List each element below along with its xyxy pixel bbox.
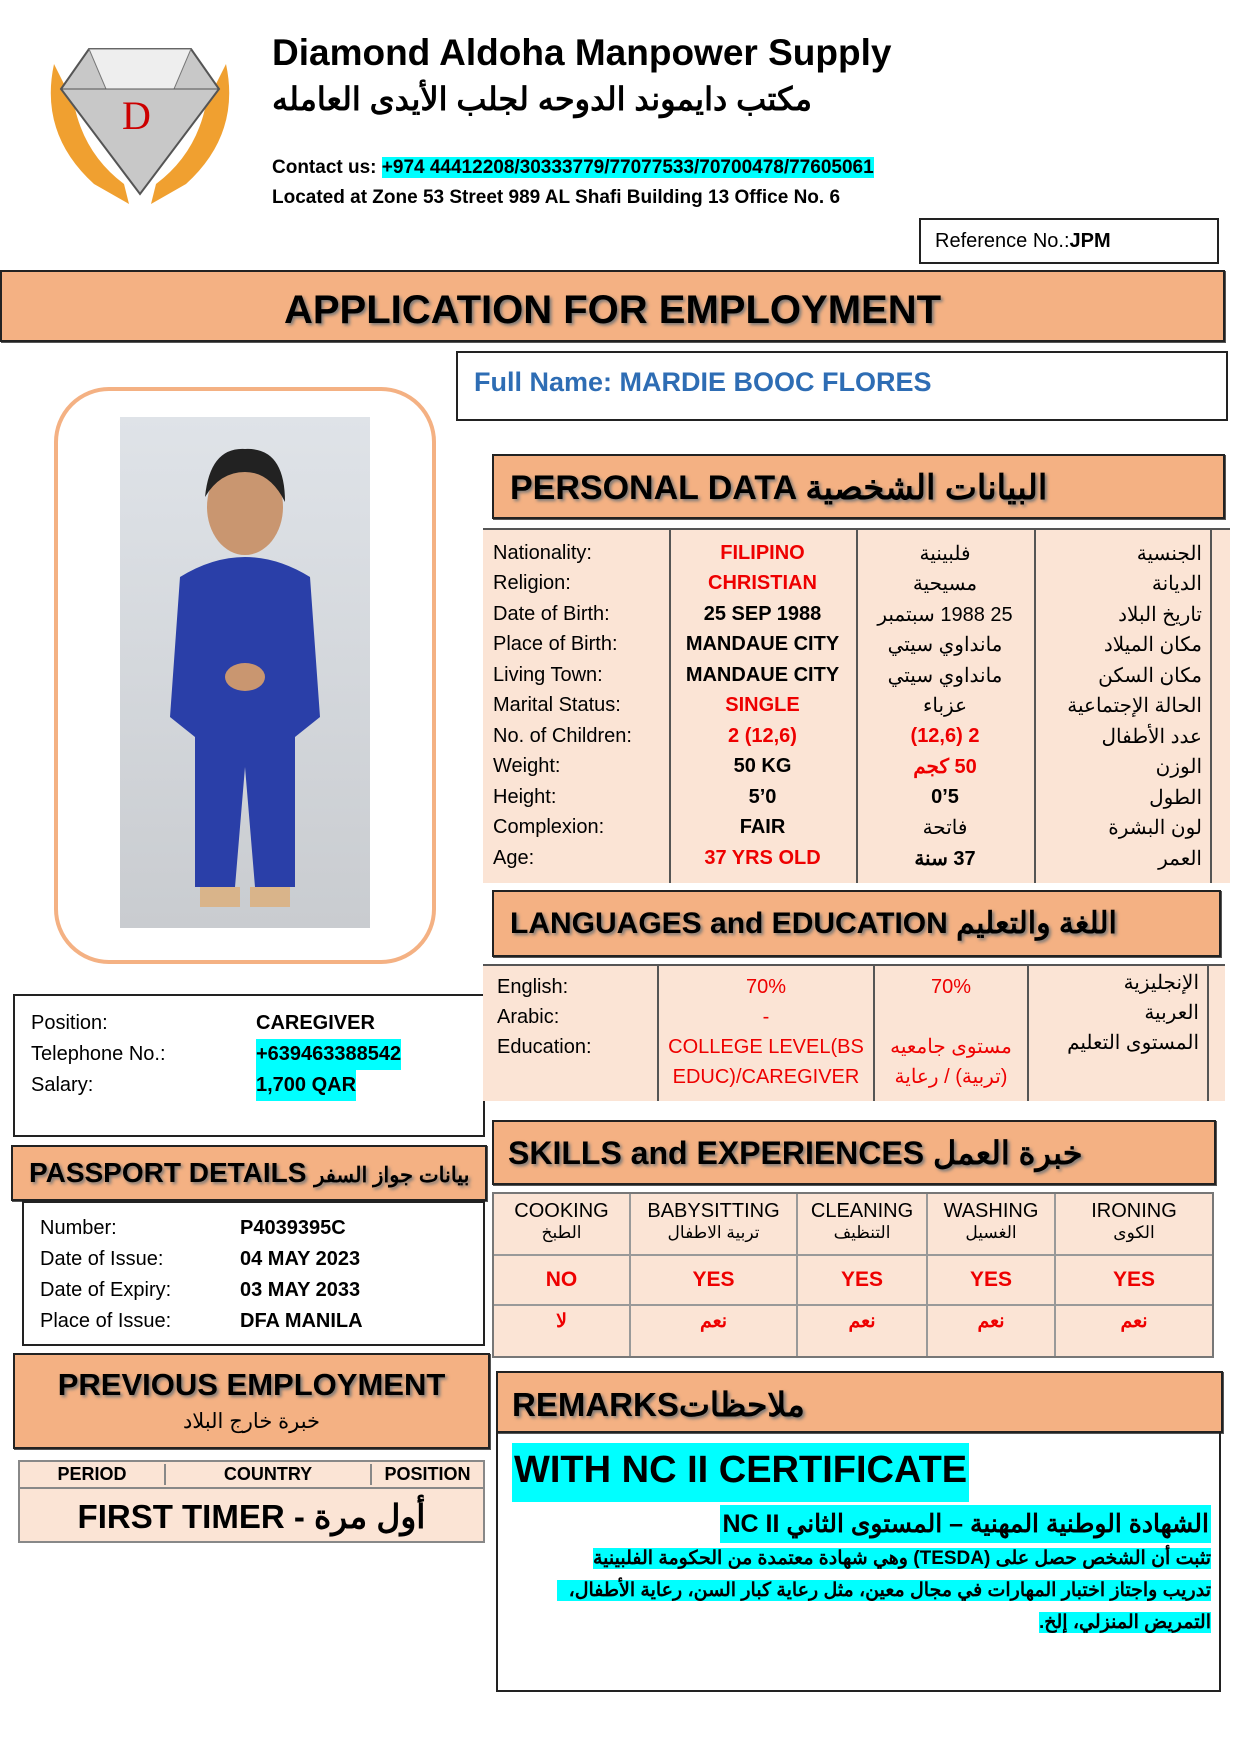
salary-value: 1,700 QAR (256, 1070, 356, 1101)
position-box (13, 994, 485, 1137)
skill-value: YES (631, 1256, 796, 1306)
remarks-arabic-block (511, 1505, 1211, 1639)
skills-title-en: SKILLS and EXPERIENCES (508, 1135, 925, 1171)
remarks-title-ar: ملاحظات (678, 1386, 805, 1423)
personal-label: Age: (493, 846, 535, 869)
previous-employment-title: PREVIOUS EMPLOYMENT (57, 1367, 446, 1402)
personal-label: Place of Birth: (493, 633, 618, 656)
application-title: APPLICATION FOR EMPLOYMENT (283, 288, 942, 332)
personal-label: No. of Children: (493, 724, 632, 747)
personal-label: Nationality: (493, 541, 592, 564)
personal-value-ar: 2 (12,6) (910, 724, 980, 747)
skill-name: CLEANING (810, 1200, 914, 1222)
personal-label-ar: تاريخ البلاد (1118, 603, 1202, 626)
telephone-label: Telephone No.: (31, 1043, 166, 1065)
personal-value: FILIPINO (720, 541, 805, 564)
passport-value: DFA MANILA (240, 1310, 363, 1332)
personal-value-ar: مسيحية (912, 573, 978, 596)
skill-column (494, 1194, 631, 1356)
personal-value: MANDAUE CITY (685, 633, 840, 656)
skill-value-ar: لا (556, 1311, 567, 1332)
contact-label: Contact us: (272, 157, 377, 178)
english-label-ar: الإنجليزية (1123, 972, 1199, 994)
skill-name: WASHING (943, 1200, 1039, 1222)
full-name-label: Full Name: (474, 367, 613, 397)
remarks-headline: WITH NC II CERTIFICATE (512, 1443, 969, 1502)
passport-value: 04 MAY 2023 (240, 1248, 361, 1270)
remarks-title (512, 1386, 805, 1423)
skill-name-ar: الكوى (1113, 1223, 1155, 1242)
personal-value: MANDAUE CITY (685, 663, 840, 686)
skills-title (508, 1135, 1083, 1171)
skill-value-ar: نعم (977, 1311, 1005, 1332)
personal-label: Weight: (493, 755, 561, 778)
skill-value-ar: نعم (1120, 1311, 1148, 1332)
skill-column (798, 1194, 928, 1356)
languages-title (510, 907, 1117, 940)
remarks-paragraph-line: التمريض المنزلي، إلخ. (1038, 1612, 1211, 1633)
personal-value: FAIR (739, 816, 786, 839)
passport-value: P4039395C (240, 1217, 346, 1239)
english-label: English: (497, 976, 569, 998)
passport-row (40, 1244, 467, 1275)
passport-row (40, 1306, 467, 1337)
skill-value-ar: نعم (848, 1311, 876, 1332)
personal-label: Living Town: (493, 663, 603, 686)
previous-employment-title-ar: خبرة خارج البلاد (182, 1410, 321, 1433)
position-label: Position: (31, 1012, 108, 1034)
company-address: Located at Zone 53 Street 989 AL Shafi Building 13 Office No. 6 (272, 187, 841, 208)
arabic-label-ar: العربية (1144, 1002, 1199, 1024)
personal-label-ar: الحالة الإجتماعية (1067, 695, 1202, 718)
salary-row (31, 1070, 467, 1101)
personal-label: Height: (493, 785, 557, 808)
personal-label: Marital Status: (493, 694, 621, 717)
salary-label: Salary: (31, 1074, 94, 1096)
personal-value: 5’0 (748, 785, 777, 808)
application-title-band (0, 270, 1225, 342)
personal-value: SINGLE (725, 694, 800, 717)
personal-label-ar: لون البشرة (1108, 817, 1202, 840)
personal-label-ar: الوزن (1155, 756, 1202, 779)
skills-title-ar: خبرة العمل (932, 1135, 1083, 1171)
skill-name-ar: الغسيل (965, 1223, 1017, 1242)
position-header: POSITION (384, 1464, 471, 1484)
passport-label: Date of Expiry: (40, 1279, 172, 1301)
personal-value: CHRISTIAN (708, 572, 817, 595)
personal-value: 37 YRS OLD (704, 846, 821, 869)
education-level-ar: مستوى جامعيه (تربية) / رعاية (890, 1036, 1012, 1088)
personal-value-ar: 5’0 (931, 785, 959, 808)
previous-employment-value: FIRST TIMER - أول مرة (77, 1498, 426, 1535)
english-level: 70% (745, 976, 787, 998)
passport-title-ar: بيانات جواز السفر (314, 1164, 470, 1187)
remarks-paragraph-line: تدريب واجتاز اختبار المهارات في مجال معين، مثل رعاية كبار السن، رعاية الأطفال، (557, 1580, 1211, 1601)
applicant-photo (120, 417, 370, 928)
personal-label: Date of Birth: (493, 602, 610, 625)
skill-name-ar: التنظيف (833, 1223, 891, 1242)
remarks-header (496, 1371, 1223, 1433)
passport-value: 03 MAY 2033 (240, 1279, 361, 1301)
passport-header (11, 1145, 487, 1201)
personal-data-title-en: PERSONAL DATA (510, 469, 796, 507)
passport-title (29, 1157, 469, 1188)
skill-value-ar: نعم (699, 1311, 728, 1332)
remarks-paragraph-line: تثبت أن الشخص حصل على (TESDA) وهي شهادة معتمدة من الحكومة الفلبينية (592, 1548, 1211, 1569)
personal-value-ar: 50 كجم (913, 756, 977, 779)
passport-box (22, 1201, 485, 1346)
arabic-level: - (762, 1006, 770, 1028)
personal-data-title-ar: البيانات الشخصية (805, 469, 1048, 507)
personal-value-ar: فاتحة (922, 817, 968, 840)
arabic-label: Arabic: (497, 1006, 560, 1028)
skill-column (1056, 1194, 1212, 1356)
languages-table (483, 964, 1225, 1101)
personal-label-ar: الديانة (1151, 573, 1202, 596)
skill-name: BABYSITTING (647, 1200, 780, 1222)
personal-data-title (510, 469, 1047, 507)
company-name: Diamond Aldoha Manpower Supply (272, 32, 892, 73)
remarks-title-en: REMARKS (512, 1386, 679, 1423)
skill-name-ar: تربية الاطفال (667, 1223, 760, 1242)
personal-label-ar: الجنسية (1136, 542, 1202, 565)
full-name-value: MARDIE BOOC FLORES (619, 367, 932, 397)
company-logo (34, 34, 246, 212)
skill-value: YES (928, 1256, 1054, 1306)
education-level: COLLEGE LEVEL(BS EDUC)/CAREGIVER (668, 1036, 864, 1088)
skill-column (631, 1194, 798, 1356)
personal-data-header (492, 454, 1225, 519)
personal-value-ar: فلبينية (919, 542, 971, 565)
personal-label: Religion: (493, 572, 571, 595)
remarks-box (496, 1433, 1221, 1692)
languages-title-en: LANGUAGES and EDUCATION (510, 907, 948, 940)
reference-value: JPM (1069, 230, 1111, 252)
personal-label-ar: العمر (1158, 847, 1202, 870)
skill-value: NO (494, 1256, 629, 1306)
personal-value-ar: 37 سنة (914, 847, 976, 870)
contact-numbers: +974 44412208/30333779/77077533/70700478/77605061 (381, 157, 874, 178)
reference-box (919, 218, 1219, 264)
contact-line (272, 157, 874, 179)
personal-value: 50 KG (733, 755, 792, 778)
personal-data-table (483, 528, 1230, 883)
telephone-row (31, 1039, 467, 1070)
company-name-arabic: مكتب دايموند الدوحه لجلب الأيدى العامله (272, 81, 812, 117)
passport-label: Number: (40, 1217, 117, 1239)
svg-text:D: D (122, 93, 151, 138)
full-name-box (456, 351, 1228, 421)
personal-value: 25 SEP 1988 (703, 602, 822, 625)
previous-employment-header (13, 1353, 490, 1449)
personal-label: Complexion: (493, 816, 605, 839)
personal-value-ar: 25 1988 سبتمبر (877, 603, 1013, 626)
skill-name: COOKING (514, 1200, 609, 1222)
personal-value-ar: عزباء (922, 695, 968, 718)
personal-label-ar: مكان السكن (1098, 664, 1202, 687)
languages-header (492, 890, 1221, 957)
skill-name: IRONING (1091, 1200, 1177, 1222)
education-label-ar: المستوى التعليم (1067, 1032, 1199, 1054)
skill-column (928, 1194, 1056, 1356)
remarks-arabic-line: الشهادة الوطنية المهنية – المستوى الثاني NC II (720, 1505, 1211, 1543)
telephone-value: +639463388542 (256, 1039, 401, 1070)
skill-value: YES (798, 1256, 926, 1306)
personal-label-ar: مكان الميلاد (1103, 634, 1202, 657)
personal-value: 2 (12,6) (728, 724, 797, 747)
english-level-ar: 70% (930, 976, 972, 998)
passport-title-en: PASSPORT DETAILS (29, 1157, 307, 1188)
position-value: CAREGIVER (256, 1012, 375, 1034)
personal-value-ar: مانداوي سيتي (887, 664, 1003, 687)
passport-label: Date of Issue: (40, 1248, 164, 1270)
personal-label-ar: الطول (1149, 786, 1202, 809)
education-label: Education: (497, 1036, 592, 1058)
personal-label-ar: عدد الأطفال (1101, 725, 1202, 748)
country-header: COUNTRY (166, 1464, 372, 1485)
passport-row (40, 1275, 467, 1306)
position-row (31, 1008, 467, 1039)
reference-label: Reference No.: (935, 230, 1070, 252)
skill-value: YES (1056, 1256, 1212, 1306)
skill-name-ar: الطبخ (541, 1223, 582, 1242)
passport-label: Place of Issue: (40, 1310, 172, 1332)
languages-title-ar: اللغة والتعليم (956, 907, 1117, 940)
period-header: PERIOD (20, 1464, 166, 1485)
skills-header (492, 1120, 1216, 1185)
skills-table (492, 1192, 1214, 1358)
passport-row (40, 1213, 467, 1244)
personal-value-ar: مانداوي سيتي (887, 634, 1003, 657)
previous-employment-table (18, 1460, 485, 1543)
